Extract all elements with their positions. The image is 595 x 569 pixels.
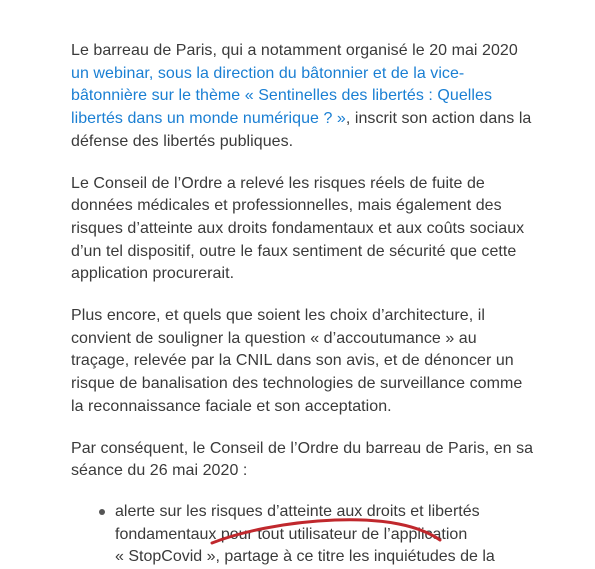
text-line: convient de souligner la question « d’accoutumance » au	[71, 329, 477, 347]
text-line: application procurerait.	[71, 265, 235, 283]
text-line: la reconnaissance faciale et son acceptation.	[71, 397, 392, 415]
text-fragment: , inscrit son action dans la	[345, 110, 532, 128]
text-line: Le Conseil de l’Ordre a relevé les risques réels de fuite de	[71, 174, 485, 192]
text-line: données médicales et professionnelles, mais également des	[71, 197, 502, 215]
text-line-mixed	[71, 108, 541, 131]
text-line: Le barreau de Paris, qui a notamment organisé le 20 mai 2020	[71, 42, 518, 59]
text-line: risque de banalisation des technologies de surveillance comme	[71, 375, 523, 393]
paragraph-conclusion	[71, 438, 541, 483]
webinar-link-line[interactable]: libertés dans un monde numérique ? »	[71, 110, 346, 128]
article-body	[71, 40, 541, 569]
bullet-icon	[99, 509, 105, 515]
list-item	[115, 501, 541, 569]
text-line: alerte sur les risques d’atteinte aux droits et libertés	[115, 502, 480, 520]
text-line: « StopCovid », partage à ce titre les inquiétudes de la	[115, 548, 495, 566]
webinar-link-line[interactable]: bâtonnière sur le thème « Sentinelles des libertés : Quelles	[71, 87, 493, 105]
text-line: d’un tel dispositif, outre le faux sentiment de sécurité que cette	[71, 242, 517, 260]
text-line: traçage, relevée par la CNIL dans son avis, et de dénoncer un	[71, 352, 514, 370]
paragraph-intro	[71, 40, 541, 154]
text-line: risques d’atteinte aux droits fondamentaux et aux coûts sociaux	[71, 219, 525, 237]
paragraph-risks	[71, 173, 541, 287]
text-line: défense des libertés publiques.	[71, 132, 294, 150]
webinar-link-line[interactable]: un webinar, sous la direction du bâtonnier et de la vice-	[71, 64, 465, 82]
text-line: Plus encore, et quels que soient les choix d’architecture, il	[71, 307, 485, 325]
text-line: Par conséquent, le Conseil de l’Ordre du barreau de Paris, en sa	[71, 439, 534, 457]
text-line: fondamentaux pour tout utilisateur de l’application	[115, 525, 468, 543]
text-line: séance du 26 mai 2020 :	[71, 462, 248, 480]
resolution-list	[71, 501, 541, 569]
paragraph-tracking	[71, 305, 541, 419]
